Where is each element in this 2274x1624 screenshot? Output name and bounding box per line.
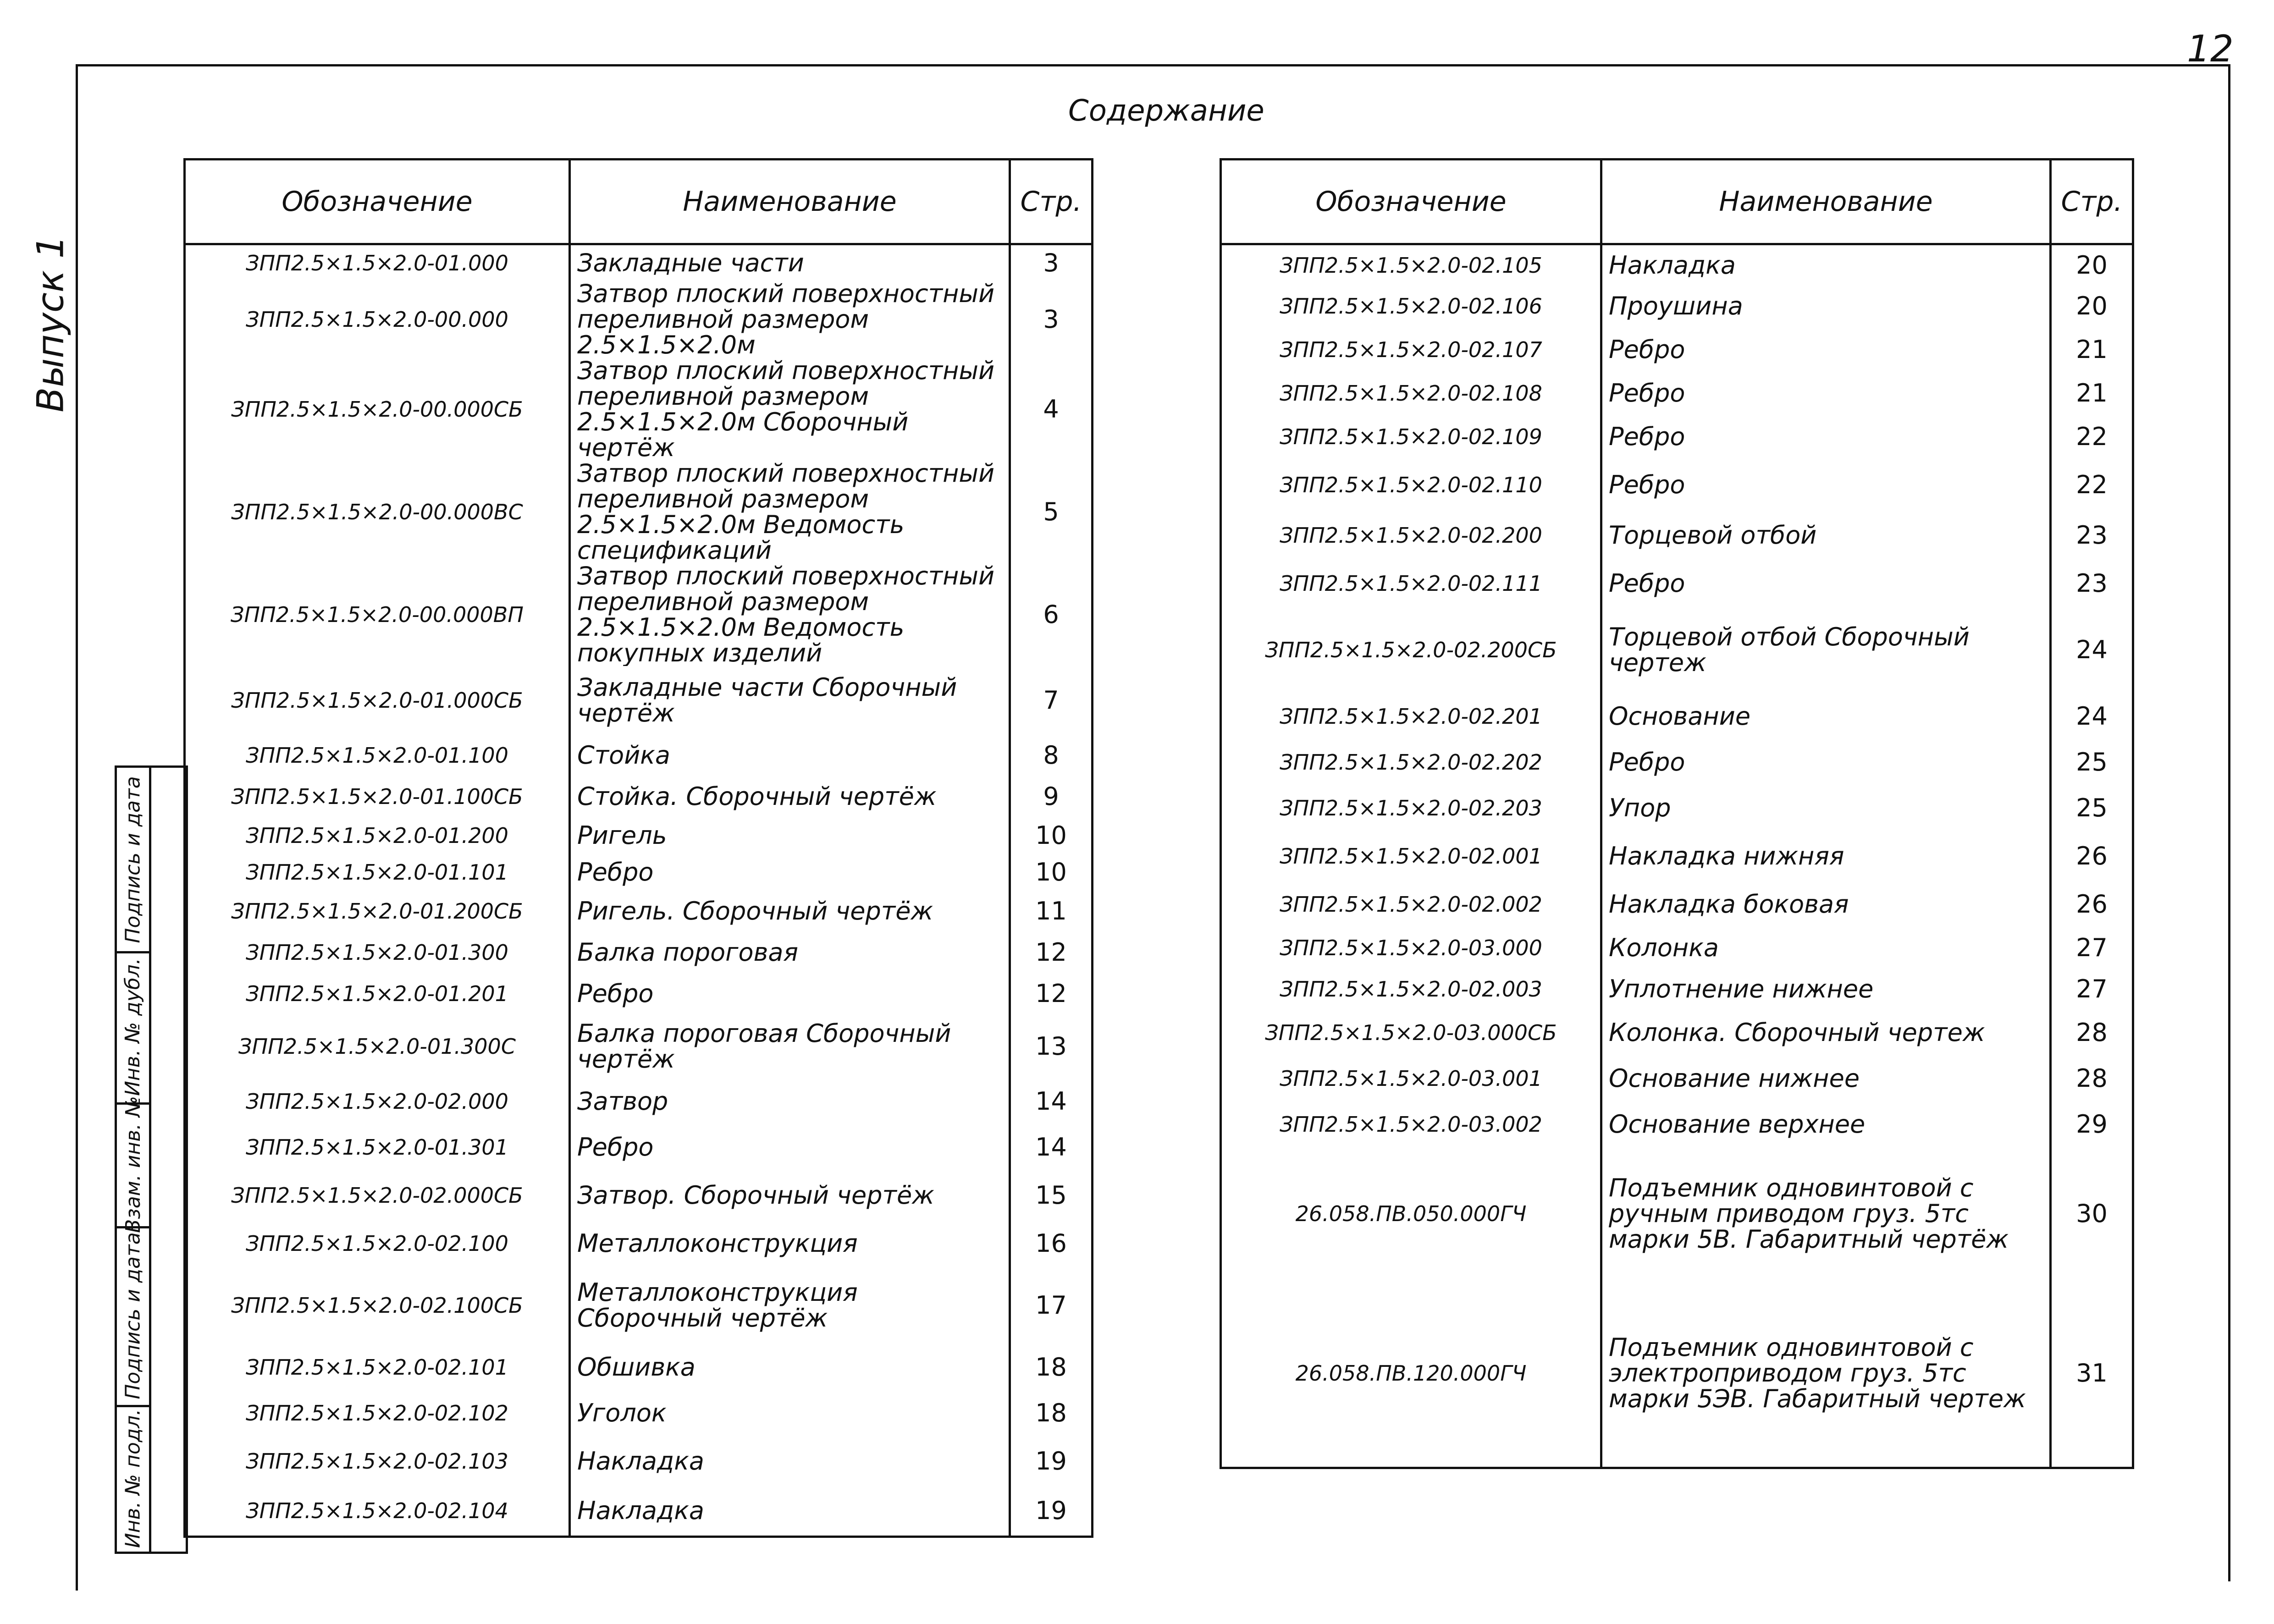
table-row [185, 358, 1093, 461]
toc-code: ЗПП2.5×1.5×2.0-02.201 [1221, 694, 1601, 739]
toc-name: Подъемник одновинтовой с ручным приводом груз. 5тс марки 5В. Габаритный чертёж [1601, 1147, 2051, 1280]
table-row [185, 932, 1093, 973]
toc-name: Подъемник одновинтовой с электроприводом груз. 5тс марки 5ЭВ. Габаритный чертеж [1601, 1280, 2051, 1468]
header-code: Обозначение [185, 160, 570, 244]
table-row [185, 461, 1093, 563]
toc-name: Ригель. Сборочный чертёж [570, 891, 1010, 932]
toc-page: 19 [1010, 1436, 1093, 1486]
toc-page: 22 [2051, 460, 2133, 510]
toc-name: Ребро [570, 973, 1010, 1014]
toc-code: ЗПП2.5×1.5×2.0-01.000СБ [185, 666, 570, 735]
toc-code: ЗПП2.5×1.5×2.0-02.000СБ [185, 1170, 570, 1221]
toc-code: ЗПП2.5×1.5×2.0-01.300 [185, 932, 570, 973]
toc-name: Затвор плоский поверхностный переливной размером 2.5×1.5×2.0м [570, 281, 1010, 358]
toc-page: 14 [1010, 1124, 1093, 1170]
toc-page: 24 [2051, 606, 2133, 694]
toc-name: Ребро [570, 854, 1010, 891]
toc-code: ЗПП2.5×1.5×2.0-01.200СБ [185, 891, 570, 932]
table-row [185, 1124, 1093, 1170]
toc-page: 6 [1010, 563, 1093, 666]
toc-code: ЗПП2.5×1.5×2.0-02.001 [1221, 831, 1601, 881]
toc-code: ЗПП2.5×1.5×2.0-03.000СБ [1221, 1010, 1601, 1056]
stamp-label: Подпись и дата [121, 1232, 145, 1399]
table-row [1221, 1010, 2133, 1056]
table-row [1221, 1056, 2133, 1101]
toc-name: Затвор плоский поверхностный переливной размером 2.5×1.5×2.0м Ведомость покупных изделий [570, 563, 1010, 666]
toc-page: 29 [2051, 1101, 2133, 1147]
toc-code: ЗПП2.5×1.5×2.0-02.108 [1221, 373, 1601, 414]
header-page: Стр. [2051, 160, 2133, 244]
toc-name: Проушина [1601, 286, 2051, 327]
toc-page: 14 [1010, 1079, 1093, 1124]
toc-name: Балка пороговая Сборочный чертёж [570, 1014, 1010, 1079]
toc-page: 25 [2051, 739, 2133, 785]
toc-name: Ребро [1601, 460, 2051, 510]
toc-name: Обшивка [570, 1344, 1010, 1390]
table-row [185, 1221, 1093, 1266]
toc-page: 26 [2051, 881, 2133, 927]
toc-code: ЗПП2.5×1.5×2.0-00.000ВС [185, 461, 570, 563]
toc-code: ЗПП2.5×1.5×2.0-02.003 [1221, 969, 1601, 1010]
toc-name: Колонка [1601, 927, 2051, 969]
table-row [1221, 831, 2133, 881]
toc-name: Ребро [570, 1124, 1010, 1170]
table-row [1221, 286, 2133, 327]
header-name: Наименование [570, 160, 1010, 244]
stamp-label: Инв. № дубл. [121, 958, 145, 1096]
toc-name: Уплотнение нижнее [1601, 969, 2051, 1010]
stamp-label: Взам. инв. № [121, 1096, 145, 1233]
toc-code: ЗПП2.5×1.5×2.0-00.000 [185, 281, 570, 358]
toc-page: 12 [1010, 932, 1093, 973]
toc-name: Уголок [570, 1390, 1010, 1436]
toc-page: 31 [2051, 1280, 2133, 1468]
toc-code: ЗПП2.5×1.5×2.0-02.111 [1221, 561, 1601, 606]
table-row [185, 776, 1093, 817]
toc-code: ЗПП2.5×1.5×2.0-02.100СБ [185, 1266, 570, 1344]
toc-name: Закладные части Сборочный чертёж [570, 666, 1010, 735]
table-row [1221, 327, 2133, 373]
page-title: Содержание [1068, 94, 1264, 128]
toc-code: ЗПП2.5×1.5×2.0-02.104 [185, 1486, 570, 1537]
toc-page: 21 [2051, 373, 2133, 414]
toc-name: Накладка [1601, 244, 2051, 286]
table-row [185, 1170, 1093, 1221]
side-stamp [115, 765, 188, 1554]
toc-code: ЗПП2.5×1.5×2.0-02.110 [1221, 460, 1601, 510]
table-row [185, 973, 1093, 1014]
toc-page: 11 [1010, 891, 1093, 932]
toc-name: Ригель [570, 817, 1010, 854]
stamp-divider [149, 768, 151, 1552]
toc-code: ЗПП2.5×1.5×2.0-02.002 [1221, 881, 1601, 927]
toc-table-left [183, 158, 1093, 1538]
toc-name: Затвор. Сборочный чертёж [570, 1170, 1010, 1221]
toc-page: 28 [2051, 1010, 2133, 1056]
toc-name: Стойка [570, 735, 1010, 776]
toc-page: 27 [2051, 969, 2133, 1010]
toc-name: Накладка нижняя [1601, 831, 2051, 881]
toc-code: ЗПП2.5×1.5×2.0-03.002 [1221, 1101, 1601, 1147]
toc-name: Балка пороговая [570, 932, 1010, 973]
toc-code: ЗПП2.5×1.5×2.0-03.000 [1221, 927, 1601, 969]
toc-name: Металлоконструкция Сборочный чертёж [570, 1266, 1010, 1344]
toc-page: 18 [1010, 1390, 1093, 1436]
table-row [1221, 561, 2133, 606]
toc-page: 8 [1010, 735, 1093, 776]
toc-name: Основание верхнее [1601, 1101, 2051, 1147]
table-row [1221, 739, 2133, 785]
table-row [185, 1014, 1093, 1079]
toc-page: 17 [1010, 1266, 1093, 1344]
table-row [1221, 1280, 2133, 1468]
table-row [185, 1390, 1093, 1436]
table-row [185, 281, 1093, 358]
table-row [185, 1079, 1093, 1124]
toc-page: 3 [1010, 244, 1093, 281]
toc-table-right [1220, 158, 2134, 1469]
toc-page: 25 [2051, 785, 2133, 831]
header-page: Стр. [1010, 160, 1093, 244]
toc-name: Накладка [570, 1436, 1010, 1486]
toc-name: Накладка боковая [1601, 881, 2051, 927]
toc-body-right [1221, 244, 2133, 1468]
toc-code: ЗПП2.5×1.5×2.0-01.200 [185, 817, 570, 854]
toc-name: Затвор плоский поверхностный переливной размером 2.5×1.5×2.0м Ведомость спецификаций [570, 461, 1010, 563]
toc-name: Колонка. Сборочный чертеж [1601, 1010, 2051, 1056]
toc-code: ЗПП2.5×1.5×2.0-02.200СБ [1221, 606, 1601, 694]
table-header-row [1221, 160, 2133, 244]
toc-page: 22 [2051, 414, 2133, 460]
toc-name: Ребро [1601, 327, 2051, 373]
table-row [1221, 881, 2133, 927]
toc-page: 19 [1010, 1486, 1093, 1537]
table-row [185, 244, 1093, 281]
table-header-row [185, 160, 1093, 244]
toc-page: 18 [1010, 1344, 1093, 1390]
table-row [185, 854, 1093, 891]
table-row [185, 1486, 1093, 1537]
toc-code: 26.058.ПВ.120.000ГЧ [1221, 1280, 1601, 1468]
table-row [1221, 785, 2133, 831]
table-row [1221, 1101, 2133, 1147]
toc-name: Основание [1601, 694, 2051, 739]
toc-page: 23 [2051, 510, 2133, 561]
table-row [185, 1266, 1093, 1344]
table-row [185, 891, 1093, 932]
toc-page: 21 [2051, 327, 2133, 373]
toc-page: 27 [2051, 927, 2133, 969]
toc-page: 13 [1010, 1014, 1093, 1079]
frame-top-line [76, 64, 2230, 66]
toc-page: 20 [2051, 286, 2133, 327]
header-name: Наименование [1601, 160, 2051, 244]
toc-code: ЗПП2.5×1.5×2.0-02.200 [1221, 510, 1601, 561]
toc-page: 12 [1010, 973, 1093, 1014]
toc-page: 28 [2051, 1056, 2133, 1101]
stamp-label: Подпись и дата [121, 776, 145, 943]
toc-name: Ребро [1601, 373, 2051, 414]
stamp-label: Инв. № подл. [121, 1409, 145, 1548]
toc-page: 9 [1010, 776, 1093, 817]
toc-code: ЗПП2.5×1.5×2.0-02.000 [185, 1079, 570, 1124]
toc-code: ЗПП2.5×1.5×2.0-03.001 [1221, 1056, 1601, 1101]
table-row [1221, 373, 2133, 414]
table-row [1221, 510, 2133, 561]
toc-name: Стойка. Сборочный чертёж [570, 776, 1010, 817]
table-row [185, 1344, 1093, 1390]
toc-name: Упор [1601, 785, 2051, 831]
sheet-number: 12 [2187, 28, 2234, 70]
toc-code: ЗПП2.5×1.5×2.0-00.000СБ [185, 358, 570, 461]
toc-name: Торцевой отбой [1601, 510, 2051, 561]
toc-body-left [185, 244, 1093, 1537]
table-row [1221, 927, 2133, 969]
toc-name: Торцевой отбой Сборочный чертеж [1601, 606, 2051, 694]
toc-code: ЗПП2.5×1.5×2.0-02.106 [1221, 286, 1601, 327]
toc-name: Закладные части [570, 244, 1010, 281]
table-row [1221, 694, 2133, 739]
toc-code: ЗПП2.5×1.5×2.0-02.102 [185, 1390, 570, 1436]
toc-code: ЗПП2.5×1.5×2.0-02.105 [1221, 244, 1601, 286]
toc-code: ЗПП2.5×1.5×2.0-02.103 [185, 1436, 570, 1486]
toc-name: Металлоконструкция [570, 1221, 1010, 1266]
toc-page: 15 [1010, 1170, 1093, 1221]
table-row [1221, 606, 2133, 694]
toc-page: 16 [1010, 1221, 1093, 1266]
frame-left-line [76, 64, 78, 1591]
toc-code: ЗПП2.5×1.5×2.0-02.100 [185, 1221, 570, 1266]
side-label: Выпуск 1 [29, 235, 72, 413]
toc-code: ЗПП2.5×1.5×2.0-01.300С [185, 1014, 570, 1079]
toc-name: Ребро [1601, 414, 2051, 460]
toc-code: 26.058.ПВ.050.000ГЧ [1221, 1147, 1601, 1280]
toc-page: 10 [1010, 854, 1093, 891]
table-row [1221, 414, 2133, 460]
table-row [185, 735, 1093, 776]
table-row [1221, 1147, 2133, 1280]
toc-page: 10 [1010, 817, 1093, 854]
table-row [185, 1436, 1093, 1486]
toc-name: Ребро [1601, 739, 2051, 785]
table-row [1221, 969, 2133, 1010]
toc-page: 26 [2051, 831, 2133, 881]
toc-code: ЗПП2.5×1.5×2.0-01.000 [185, 244, 570, 281]
toc-name: Ребро [1601, 561, 2051, 606]
toc-code: ЗПП2.5×1.5×2.0-01.201 [185, 973, 570, 1014]
toc-code: ЗПП2.5×1.5×2.0-02.202 [1221, 739, 1601, 785]
table-row [185, 666, 1093, 735]
table-row [185, 563, 1093, 666]
toc-name: Затвор плоский поверхностный переливной размером 2.5×1.5×2.0м Сборочный чертёж [570, 358, 1010, 461]
toc-code: ЗПП2.5×1.5×2.0-02.203 [1221, 785, 1601, 831]
toc-code: ЗПП2.5×1.5×2.0-00.000ВП [185, 563, 570, 666]
toc-name: Накладка [570, 1486, 1010, 1537]
toc-page: 5 [1010, 461, 1093, 563]
toc-code: ЗПП2.5×1.5×2.0-02.109 [1221, 414, 1601, 460]
toc-page: 3 [1010, 281, 1093, 358]
table-row [185, 817, 1093, 854]
toc-page: 23 [2051, 561, 2133, 606]
toc-name: Основание нижнее [1601, 1056, 2051, 1101]
table-row [1221, 244, 2133, 286]
toc-page: 24 [2051, 694, 2133, 739]
toc-page: 7 [1010, 666, 1093, 735]
toc-code: ЗПП2.5×1.5×2.0-01.301 [185, 1124, 570, 1170]
toc-code: ЗПП2.5×1.5×2.0-01.100 [185, 735, 570, 776]
toc-page: 4 [1010, 358, 1093, 461]
toc-code: ЗПП2.5×1.5×2.0-01.100СБ [185, 776, 570, 817]
toc-page: 30 [2051, 1147, 2133, 1280]
toc-name: Затвор [570, 1079, 1010, 1124]
toc-code: ЗПП2.5×1.5×2.0-01.101 [185, 854, 570, 891]
table-row [1221, 460, 2133, 510]
toc-code: ЗПП2.5×1.5×2.0-02.107 [1221, 327, 1601, 373]
toc-code: ЗПП2.5×1.5×2.0-02.101 [185, 1344, 570, 1390]
frame-right-line [2228, 64, 2230, 1581]
toc-page: 20 [2051, 244, 2133, 286]
header-code: Обозначение [1221, 160, 1601, 244]
